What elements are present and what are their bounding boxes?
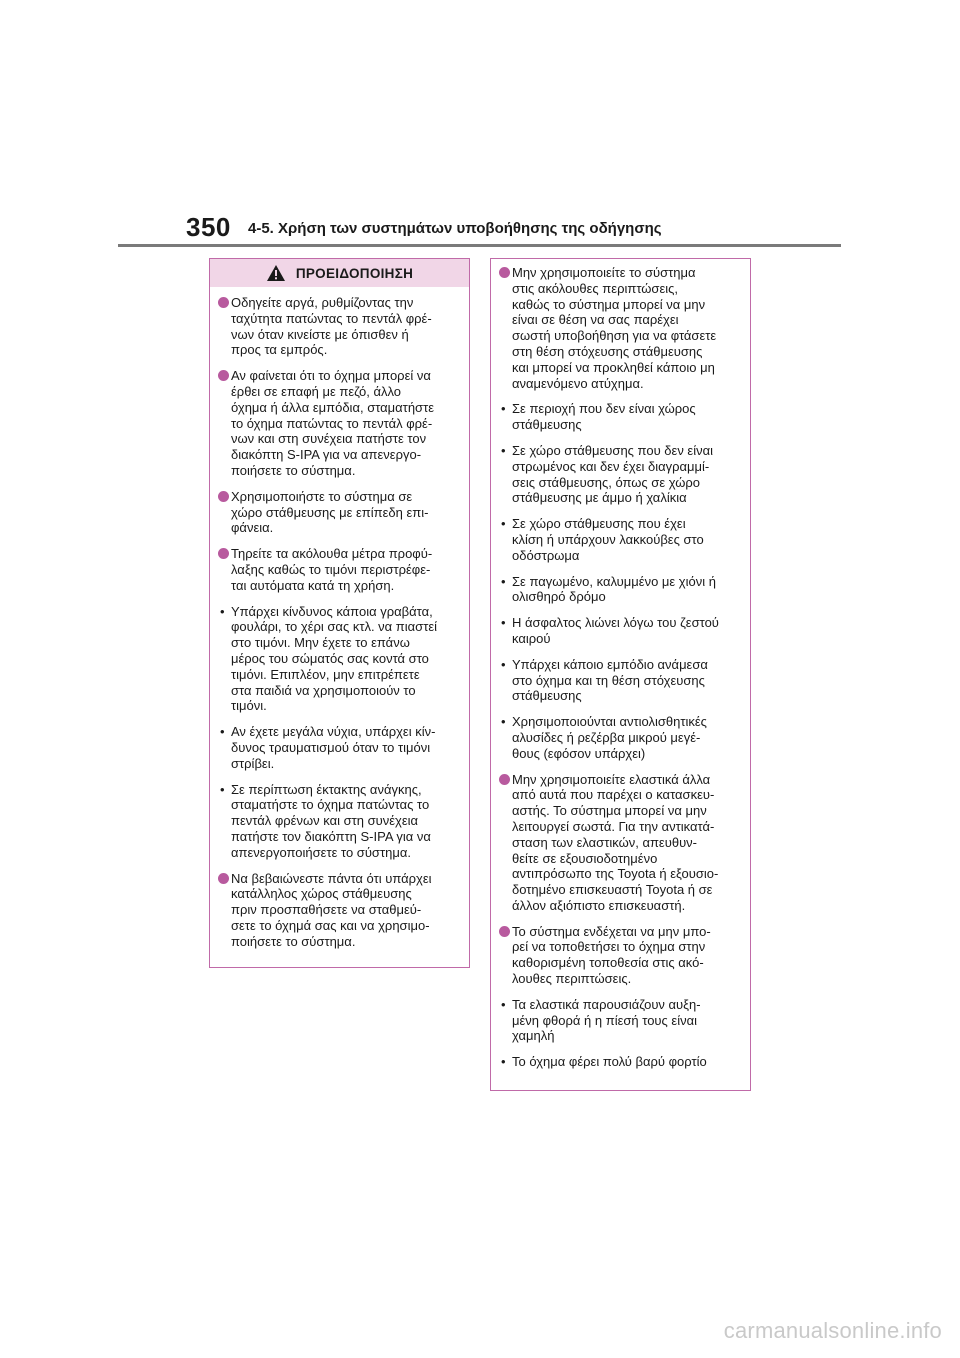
text-line: χαμηλή xyxy=(512,1028,555,1044)
text-line: Οδηγείτε αργά, ρυθμίζοντας την xyxy=(231,295,414,310)
dot-bullet-icon: • xyxy=(501,573,506,589)
text-line: έρθει σε επαφή με πεζό, άλλο xyxy=(231,383,402,399)
circle-bullet-icon xyxy=(218,370,229,381)
text-line: αντιπρόσωπο της Toyota ή εξουσιο- xyxy=(512,866,719,882)
text-line: λαξης καθώς το τιμόνι περιστρέφε- xyxy=(231,561,431,577)
circle-bullet-icon xyxy=(218,491,229,502)
text-line: δοτημένο επισκευαστή Toyota ή σε xyxy=(512,882,713,898)
dot-bullet-icon: • xyxy=(501,1054,506,1070)
dot-bullet-icon: • xyxy=(501,516,506,532)
text-line: λουθες περιπτώσεις. xyxy=(512,971,632,987)
text-line: Σε περίπτωση έκτακτης ανάγκης, xyxy=(231,781,422,797)
circle-bullet-icon xyxy=(499,267,510,278)
warning-header xyxy=(210,259,469,287)
text-line: πριν προσπαθήσετε να σταθμεύ- xyxy=(231,902,422,918)
text-line: Μην χρησιμοποιείτε το σύστημα xyxy=(512,265,696,280)
dot-bullet-icon: • xyxy=(501,996,506,1012)
text-line: ποιήσετε το σύστημα. xyxy=(231,462,356,478)
text-line: αλυσίδες ή ρεζέρβα μικρού μεγέ- xyxy=(512,729,701,745)
text-line: απενεργοποιήσετε το σύστημα. xyxy=(231,844,411,860)
section-title: 4-5. Χρήση των συστημάτων υποβοήθησης της οδήγησης xyxy=(248,220,662,237)
circle-bullet-icon xyxy=(218,297,229,308)
circle-bullet-item xyxy=(500,924,741,987)
text-line: ρεί να τοποθετήσει το όχημα στην xyxy=(512,939,706,955)
text-line: Αν έχετε μεγάλα νύχια, υπάρχει κίν- xyxy=(231,724,436,740)
text-line: ταχύτητα πατώντας το πεντάλ φρέ- xyxy=(231,310,432,326)
text-line: στρωμένος και δεν έχει διαγραμμί- xyxy=(512,458,710,474)
text-line: διακόπτη S-IPA για να απενεργο- xyxy=(231,447,422,463)
text-line: Μην χρησιμοποιείτε ελαστικά άλλα xyxy=(512,771,711,787)
dot-bullet-icon: • xyxy=(501,714,506,730)
dot-bullet-item xyxy=(500,443,741,506)
text-line: καιρού xyxy=(512,630,551,646)
circle-bullet-item xyxy=(500,265,741,391)
dot-bullet-icon: • xyxy=(501,442,506,458)
circle-bullet-item xyxy=(219,489,460,536)
text-line: όχημα ή άλλα εμπόδια, σταματήστε xyxy=(231,399,435,415)
dot-bullet-item xyxy=(219,782,460,861)
circle-bullet-item xyxy=(219,295,460,358)
text-line: Σε χώρο στάθμευσης που έχει xyxy=(512,516,686,532)
dot-bullet-item xyxy=(500,657,741,704)
text-line: το όχημα πατώντας το πεντάλ φρέ- xyxy=(231,415,433,431)
circle-bullet-item xyxy=(500,772,741,914)
circle-bullet-icon xyxy=(218,548,229,559)
text-line: σταματήστε το όχημα πατώντας το xyxy=(231,797,430,813)
warning-box xyxy=(209,258,470,968)
text-line: Τα ελαστικά παρουσιάζουν αυξη- xyxy=(512,996,701,1012)
watermark: carmanualsonline.info xyxy=(723,1318,942,1343)
text-line: σωστή υποβοήθηση για να φτάσετε xyxy=(512,328,717,344)
text-line: Σε περιοχή που δεν είναι χώρος xyxy=(512,401,696,417)
text-line: στάθμευσης xyxy=(512,417,582,433)
text-line: στη θέση στόχευσης στάθμευσης xyxy=(512,343,703,359)
text-line: στάθμευσης xyxy=(512,688,582,704)
text-line: στις ακόλουθες περιπτώσεις, xyxy=(512,280,679,296)
text-line: καθορισμένη τοποθεσία στις ακό- xyxy=(512,955,704,971)
text-line: θείτε σε εξουσιοδοτημένο xyxy=(512,850,658,866)
text-line: φάνεια. xyxy=(231,520,274,536)
dot-bullet-icon: • xyxy=(220,603,225,619)
dot-bullet-item xyxy=(500,1054,741,1070)
circle-bullet-icon xyxy=(499,774,510,785)
text-line: προς τα εμπρός. xyxy=(231,342,328,358)
circle-bullet-icon xyxy=(218,873,229,884)
text-line: ολισθηρό δρόμο xyxy=(512,589,606,605)
text-line: κλίση ή υπάρχουν λακκούβες στο xyxy=(512,531,704,547)
text-line: ποιήσετε το σύστημα. xyxy=(231,933,356,949)
text-line: μένη φθορά ή η πίεσή τους είναι xyxy=(512,1012,697,1028)
text-line: Υπάρχει κάποιο εμπόδιο ανάμεσα xyxy=(512,656,708,672)
text-line: μέρος του σώματός σας κοντά στο xyxy=(231,650,429,666)
text-line: άλλον αξιόπιστο επισκευαστή. xyxy=(512,897,686,913)
text-line: στρίβει. xyxy=(231,755,275,771)
circle-bullet-item xyxy=(219,368,460,479)
text-line: δυνος τραυματισμού όταν το τιμόνι xyxy=(231,739,431,755)
dot-bullet-icon: • xyxy=(501,656,506,672)
text-line: στα παιδιά να χρησιμοποιούν το xyxy=(231,682,416,698)
warning-title: ΠΡΟΕΙΔΟΠΟΙΗΣΗ xyxy=(295,265,414,281)
text-line: στο όχημα και τη θέση στόχευσης xyxy=(512,672,705,688)
text-line: κατάλληλος χώρος στάθμευσης xyxy=(231,886,412,902)
warning-content-left xyxy=(210,287,469,949)
text-line: χώρο στάθμευσης με επίπεδη επι- xyxy=(231,504,429,520)
text-line: σετε το όχημά σας και να χρησιμο- xyxy=(231,917,430,933)
text-line: τιμόνι. Επιπλέον, μην επιτρέπετε xyxy=(231,666,420,682)
text-line: στάθμευσης με άμμο ή χαλίκια xyxy=(512,490,687,506)
text-line: στο τιμόνι. Μην έχετε το επάνω xyxy=(231,635,410,651)
text-line: Η άσφαλτος λιώνει λόγω του ζεστού xyxy=(512,615,719,631)
dot-bullet-item xyxy=(219,724,460,771)
text-line: και μπορεί να προκληθεί κάποιο μη xyxy=(512,359,715,375)
text-line: Σε παγωμένο, καλυμμένο με χιόνι ή xyxy=(512,573,716,589)
text-line: πεντάλ φρένων και στη συνέχεια xyxy=(231,813,419,829)
text-line: Υπάρχει κίνδυνος κάποια γραβάτα, xyxy=(231,603,433,619)
text-line: Το όχημα φέρει πολύ βαρύ φορτίο xyxy=(512,1054,707,1070)
header-rule xyxy=(118,244,841,247)
text-line: Χρησιμοποιούνται αντιολισθητικές xyxy=(512,714,707,730)
text-line: Τηρείτε τα ακόλουθα μέτρα προφύ- xyxy=(231,546,433,562)
text-line: σεις στάθμευσης, όπως σε χώρο xyxy=(512,474,700,490)
text-line: φουλάρι, το χέρι σας κτλ. να πιαστεί xyxy=(231,619,438,635)
dot-bullet-icon: • xyxy=(220,724,225,740)
dot-bullet-item xyxy=(500,615,741,647)
text-line: τιμόνι. xyxy=(231,698,267,714)
text-line: αναμενόμενο ατύχημα. xyxy=(512,375,644,391)
dot-bullet-item xyxy=(500,714,741,761)
circle-bullet-item xyxy=(219,546,460,593)
text-line: Σε χώρο στάθμευσης που δεν είναι xyxy=(512,442,714,458)
text-line: Αν φαίνεται ότι το όχημα μπορεί να xyxy=(231,368,431,384)
dot-bullet-item xyxy=(500,574,741,606)
text-line: νων όταν κινείστε με όπισθεν ή xyxy=(231,326,409,342)
text-line: λειτουργεί σωστά. Για την αντικατά- xyxy=(512,818,715,834)
text-line: οδόστρωμα xyxy=(512,547,580,563)
dot-bullet-item xyxy=(500,997,741,1044)
text-line: νων και στη συνέχεια πατήστε τον xyxy=(231,431,427,447)
warning-content-right xyxy=(491,259,750,1070)
circle-bullet-item xyxy=(219,871,460,950)
text-line: πατήστε τον διακόπτη S-IPA για να xyxy=(231,828,431,844)
warning-box-continued xyxy=(490,258,751,1091)
text-line: Να βεβαιώνεστε πάντα ότι υπάρχει xyxy=(231,870,432,886)
warning-triangle-icon xyxy=(266,264,286,282)
text-line: σταση των ελαστικών, απευθυν- xyxy=(512,834,698,850)
text-line: από αυτά που παρέχει ο κατασκευ- xyxy=(512,787,715,803)
text-line: αστής. Το σύστημα μπορεί να μην xyxy=(512,803,707,819)
text-line: Το σύστημα ενδέχεται να μην μπο- xyxy=(512,923,711,939)
dot-bullet-icon: • xyxy=(501,401,506,417)
text-line: ται αυτόματα κατά τη χρήση. xyxy=(231,577,395,593)
circle-bullet-icon xyxy=(499,926,510,937)
text-line: είναι σε θέση να σας παρέχει xyxy=(512,312,679,328)
text-line: καθώς το σύστημα μπορεί να μην xyxy=(512,296,706,312)
text-line: Χρησιμοποιήστε το σύστημα σε xyxy=(231,488,413,504)
dot-bullet-icon: • xyxy=(501,615,506,631)
text-line: θους (εφόσον υπάρχει) xyxy=(512,745,646,761)
dot-bullet-item xyxy=(500,401,741,433)
dot-bullet-item xyxy=(500,516,741,563)
page-number: 350 xyxy=(186,212,231,242)
dot-bullet-icon: • xyxy=(220,781,225,797)
dot-bullet-item xyxy=(219,604,460,715)
